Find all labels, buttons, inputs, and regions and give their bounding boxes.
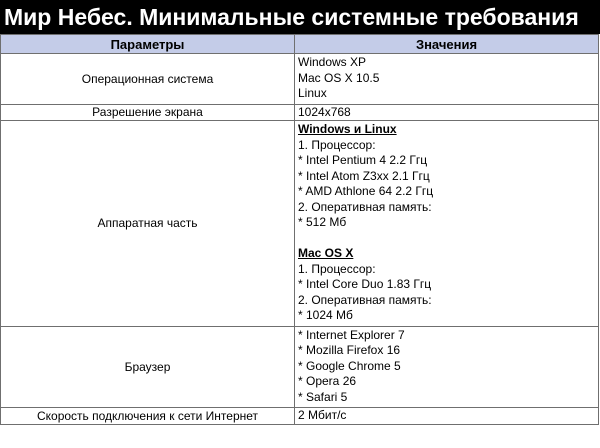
table-row [1,121,599,327]
value-line: 2 Мбит/с [298,408,347,422]
header-values: Значения [295,35,599,54]
value-line: * 1024 Мб [298,308,353,322]
value-line: * Google Chrome 5 [298,358,401,373]
param-browser: Браузер [1,326,295,408]
value-line: * Intel Atom Z3xx 2.1 Ггц [298,168,430,183]
value-line: * Intel Pentium 4 2.2 Ггц [298,153,428,167]
header-parameters: Параметры [1,35,295,54]
value-line: * 512 Мб [298,215,347,229]
page-title: Мир Небес. Минимальные системные требования [0,0,600,34]
value-line: 2. Оперативная память: [298,199,432,214]
table-header-row [1,35,599,54]
value-line: 2. Оперативная память: [298,292,432,307]
value-line: Windows XP [298,55,367,69]
value-line: Mac OS X 10.5 [298,70,380,85]
value-hardware [295,121,599,327]
spacer [298,231,595,247]
value-line: * Internet Explorer 7 [298,327,405,342]
value-line: 1024x768 [298,104,351,119]
value-resolution [295,104,599,121]
value-line: * Opera 26 [298,374,357,388]
table-row [1,408,599,425]
requirements-table [0,34,599,425]
section-title-windows-linux: Windows и Linux [298,122,397,136]
param-resolution: Разрешение экрана [1,104,295,121]
value-line: * Safari 5 [298,389,348,404]
table-row [1,54,599,105]
value-browser [295,326,599,408]
table-row [1,326,599,408]
value-os [295,54,599,105]
value-line: Linux [298,86,327,100]
param-hardware: Аппаратная часть [1,121,295,327]
value-line: * Mozilla Firefox 16 [298,343,401,357]
value-internet [295,408,599,425]
value-line: 1. Процессор: [298,137,376,152]
value-line: * AMD Athlone 64 2.2 Ггц [298,184,434,198]
value-line: * Intel Core Duo 1.83 Ггц [298,277,432,291]
value-line: 1. Процессор: [298,261,376,276]
table-row [1,104,599,121]
section-title-mac: Mac OS X [298,246,354,260]
param-os: Операционная система [1,54,295,105]
param-internet: Скорость подключения к сети Интернет [1,408,295,425]
